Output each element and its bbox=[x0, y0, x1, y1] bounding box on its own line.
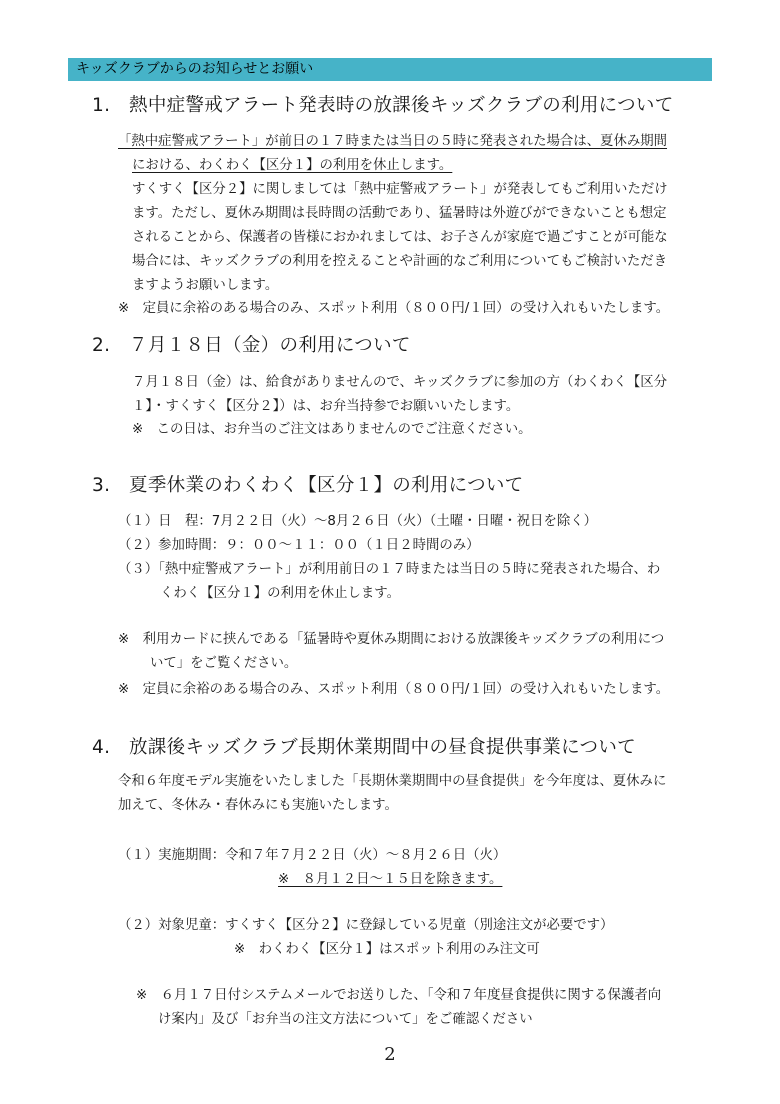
sec3-item-3-cont: くわく【区分１】の利用を休止します。 bbox=[160, 586, 400, 601]
sec1-line-3: すくすく【区分２】に関しましては「熱中症警戒アラート」が発表してもご利用いただけ bbox=[132, 182, 668, 197]
sec4-item-1-note: ※ ８月１２日～１５日を除きます。 bbox=[278, 872, 503, 887]
section-3-title: 3. 夏季休業のわくわく【区分１】の利用について bbox=[92, 475, 524, 496]
sec1-line-4: ます。ただし、夏休み期間は長時間の活動であり、猛暑時は外遊びができないことも想定 bbox=[132, 206, 667, 221]
sec2-line-1: ７月１８日（金）は、給食がありませんので、キッズクラブに参加の方（わくわく【区分 bbox=[132, 375, 668, 390]
section-1-title: 1. 熱中症警戒アラート発表時の放課後キッズクラブの利用について bbox=[92, 95, 674, 116]
section-4-title: 4. 放課後キッズクラブ長期休業期間中の昼食提供事業について bbox=[92, 737, 636, 758]
sec4-item-1: （１）実施期間：令和７年７月２２日（火）～８月２６日（火） bbox=[118, 848, 507, 863]
sec2-note: ※ この日は、お弁当のご注文はありませんのでご注意ください。 bbox=[132, 422, 532, 437]
sec1-line-2: における、わくわく【区分１】の利用を休止します。 bbox=[132, 158, 453, 173]
sec4-item-2: （２）対象児童：すくすく【区分２】に登録している児童（別途注文が必要です） bbox=[118, 918, 614, 933]
sec3-note-2: ※ 定員に余裕のある場合のみ、スポット利用（８００円/１回）の受け入れもいたします。 bbox=[118, 682, 670, 697]
section-banner: キッズクラブからのお知らせとお願い bbox=[68, 58, 712, 81]
page-number: 2 bbox=[384, 1044, 396, 1065]
sec4-line-2: 加えて、冬休み・春休みにも実施いたします。 bbox=[118, 798, 398, 813]
sec3-item-1: （１）日 程：7月２２日（火）～8月２６日（火）（土曜・日曜・祝日を除く） bbox=[118, 514, 598, 529]
section-2-title: 2. ７月１８日（金）の利用について bbox=[92, 335, 411, 356]
sec3-note-1: ※ 利用カードに挟んである「猛暑時や夏休み期間における放課後キッズクラブの利用につ bbox=[118, 632, 665, 647]
sec3-item-2: （２）参加時間：９：００～１１：００（１日２時間のみ） bbox=[118, 538, 480, 553]
sec1-note: ※ 定員に余裕のある場合のみ、スポット利用（８００円/１回）の受け入れもいたします。 bbox=[118, 301, 670, 316]
sec1-line-1: 「熱中症警戒アラート」が前日の１７時または当日の５時に発表された場合は、夏休み期間 bbox=[118, 134, 668, 149]
sec4-note-1: ※ ６月１７日付システムメールでお送りした、「令和７年度昼食提供に関する保護者向 bbox=[136, 988, 662, 1003]
sec4-note-1-cont: け案内」及び「お弁当の注文方法について」をご確認ください bbox=[158, 1012, 533, 1027]
sec1-line-5: されることから、保護者の皆様におかれましては、お子さんが家庭で過ごすことが可能な bbox=[132, 230, 668, 245]
sec2-line-2: １】・すくすく【区分２】）は、お弁当持参でお願いいたします。 bbox=[132, 399, 520, 414]
sec1-line-6: 場合には、キッズクラブの利用を控えることや計画的なご利用についてもご検討いただき bbox=[132, 254, 668, 269]
sec4-line-1: 令和６年度モデル実施をいたしました「長期休業期間中の昼食提供」を今年度は、夏休みに bbox=[118, 774, 667, 789]
sec3-note-1-cont: いて」をご覧ください。 bbox=[150, 656, 298, 671]
sec3-item-3: （３）「熱中症警戒アラート」が利用前日の１７時または当日の５時に発表された場合、わ bbox=[118, 562, 661, 577]
sec4-item-2-note: ※ わくわく【区分１】はスポット利用のみ注文可 bbox=[234, 942, 540, 957]
sec1-line-7: ますようお願いします。 bbox=[132, 278, 279, 293]
